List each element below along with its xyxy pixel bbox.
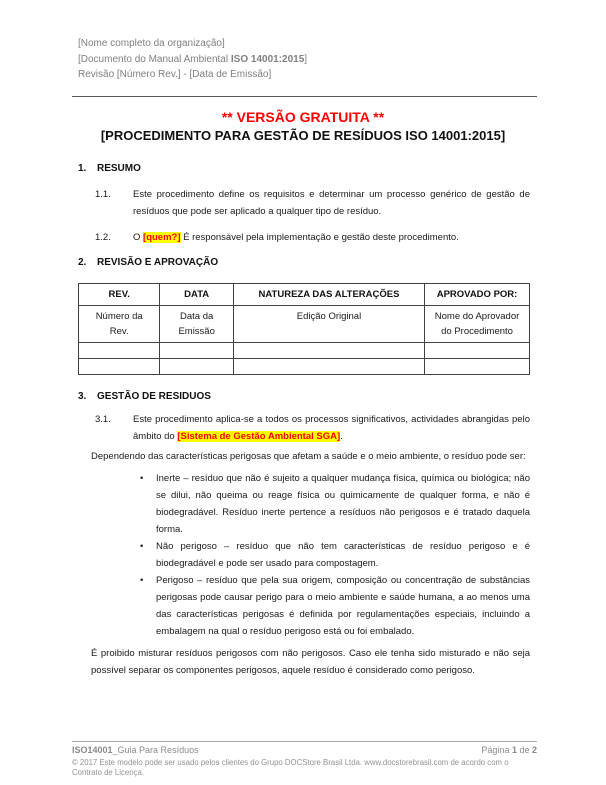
clause-3-1-suffix: .: [340, 431, 343, 442]
letterhead-doc-suffix: ]: [304, 53, 308, 65]
table-cell-blank: [425, 359, 530, 375]
table-row: [79, 359, 530, 375]
table-cell-issue-date: Data da Emissão: [160, 306, 234, 343]
bullet-item-inert: [140, 470, 530, 538]
bullet-item-non-hazardous: [140, 538, 530, 572]
clause-1-1: [95, 186, 530, 220]
footer-copyright: © 2017 Este modelo pode ser usado pelos clientes do Grupo DOCStore Brasil Ltda. www.docstorebrasil.com de acordo com o Contrato de Licença.: [72, 758, 509, 777]
table-row: [79, 343, 530, 359]
table-cell-blank: [160, 359, 234, 375]
placeholder-sga: [Sistema de Gestão Ambiental SGA]: [177, 431, 341, 442]
section-1-heading: [78, 160, 530, 177]
table-header-row: [79, 284, 530, 306]
table-cell-blank: [425, 343, 530, 359]
letterhead-doc-standard: ISO 14001:2015: [230, 53, 305, 65]
bullet-icon: •: [140, 575, 144, 586]
table-header-natureza: NATUREZA DAS ALTERAÇÕES: [233, 284, 424, 306]
bullet-item-hazardous: [140, 572, 530, 640]
section-2-heading: [78, 254, 530, 271]
letterhead-doc-line: [78, 52, 536, 68]
footer-doc-id: [72, 745, 199, 756]
table-cell-approver-name: Nome do Aprovador do Procedimento: [425, 306, 530, 343]
section-2-title: REVISÃO E APROVAÇÃO: [97, 257, 219, 268]
bullet-icon: •: [140, 473, 144, 484]
table-cell-blank: [233, 359, 424, 375]
document-title: [PROCEDIMENTO PARA GESTÃO DE RESÍDUOS ISO 14001:2015]: [100, 128, 506, 143]
free-version-banner: ** VERSÃO GRATUITA **: [221, 109, 385, 125]
letterhead-doc-prefix: [Documento do Manual Ambiental: [78, 53, 231, 65]
footer-doc-id-bold: ISO14001: [72, 745, 113, 755]
table-row: [79, 306, 530, 343]
placeholder-quem: [quem?]: [143, 232, 181, 243]
table-cell-rev-number: Número da Rev.: [79, 306, 160, 343]
table-header-rev: REV.: [79, 284, 160, 306]
bullet-icon: •: [140, 541, 144, 552]
clause-1-2-number: 1.2.: [95, 232, 111, 243]
clause-1-2-prefix: O: [133, 232, 144, 243]
footer-page-number: [481, 745, 537, 756]
title-block: [30, 109, 576, 144]
clause-3-1-prefix: Este procedimento aplica-se a todos os processos significativos, actividades abrangidas pelo âmbito do: [133, 414, 530, 442]
section-1-number: 1.: [78, 163, 87, 174]
footer-page-total: 2: [531, 745, 537, 755]
section-3-number: 3.: [78, 391, 87, 402]
section-3-heading: [78, 388, 530, 405]
clause-3-1-number: 3.1.: [95, 414, 111, 425]
table-header-data: DATA: [160, 284, 234, 306]
table-cell-blank: [160, 343, 234, 359]
section-1-title: RESUMO: [97, 163, 141, 174]
revision-approval-table: [78, 283, 530, 375]
letterhead: [78, 36, 536, 83]
clause-3-1: [95, 411, 530, 445]
bullet-text-non-hazardous: Não perigoso – resíduo que não tem características de resíduo perigoso e é biodegradável e pode ser usado para compostagem.: [156, 541, 530, 569]
bullet-text-hazardous: Perigoso – resíduo que pela sua origem, composição ou concentração de substâncias perigosas pode causar perigo para o meio ambiente e saúde humana, a ao menos uma das características perigosas é definida por regulamentações especiais, incluindo a embalagem na qual o resíduo perigoso está ou foi embalado.: [156, 575, 530, 637]
letterhead-divider: [72, 96, 537, 97]
paragraph-mixing-prohibition: É proibido misturar resíduos perigosos com não perigosos. Caso ele tenha sido misturado e não seja possível separar os componentes perigosos, aquele resíduo é considerado como perigoso.: [91, 648, 530, 676]
table-cell-blank: [79, 359, 160, 375]
footer-page-current: 1: [511, 745, 517, 755]
table-cell-change-nature: Edição Original: [233, 306, 424, 343]
clause-3-1-text: [133, 411, 530, 445]
paragraph-waste-intro: Dependendo das características perigosas que afetam a saúde e o meio ambiente, o resíduo pode ser:: [91, 451, 526, 462]
table-header-aprovado: APROVADO POR:: [425, 284, 530, 306]
footer-page-of: de: [516, 745, 532, 755]
table-cell-blank: [233, 343, 424, 359]
clause-1-1-text: Este procedimento define os requisitos e determinar um processo genérico de gestão de resíduos que pode ser aplicado a qualquer tipo de resíduo.: [133, 189, 530, 217]
section-3-title: GESTÃO DE RESIDUOS: [97, 391, 211, 402]
letterhead-org-line: [Nome completo da organização]: [78, 38, 225, 49]
footer-row: [72, 745, 537, 756]
table-cell-blank: [79, 343, 160, 359]
document-body: [78, 160, 530, 679]
clause-1-1-number: 1.1.: [95, 189, 111, 200]
bullet-text-inert: Inerte – resíduo que não é sujeito a qualquer mudança física, química ou biológica; não se dilui, não queima ou reage física ou quimicamente de qualquer forma, e não é biodegradável. Resíduo inerte pertence a resíduos não perigosos e é tratado daquela forma.: [156, 473, 530, 535]
page-footer: [72, 741, 537, 778]
section-2-number: 2.: [78, 257, 87, 268]
clause-1-2: [95, 229, 530, 246]
letterhead-revision-line: Revisão [Número Rev.] - [Data de Emissão]: [78, 69, 272, 80]
clause-1-2-suffix: É responsável pela implementação e gestão deste procedimento.: [180, 232, 459, 243]
footer-doc-id-rest: _Guia Para Resíduos: [112, 745, 199, 755]
footer-page-prefix: Página: [481, 745, 512, 755]
clause-1-2-text: [133, 229, 530, 246]
